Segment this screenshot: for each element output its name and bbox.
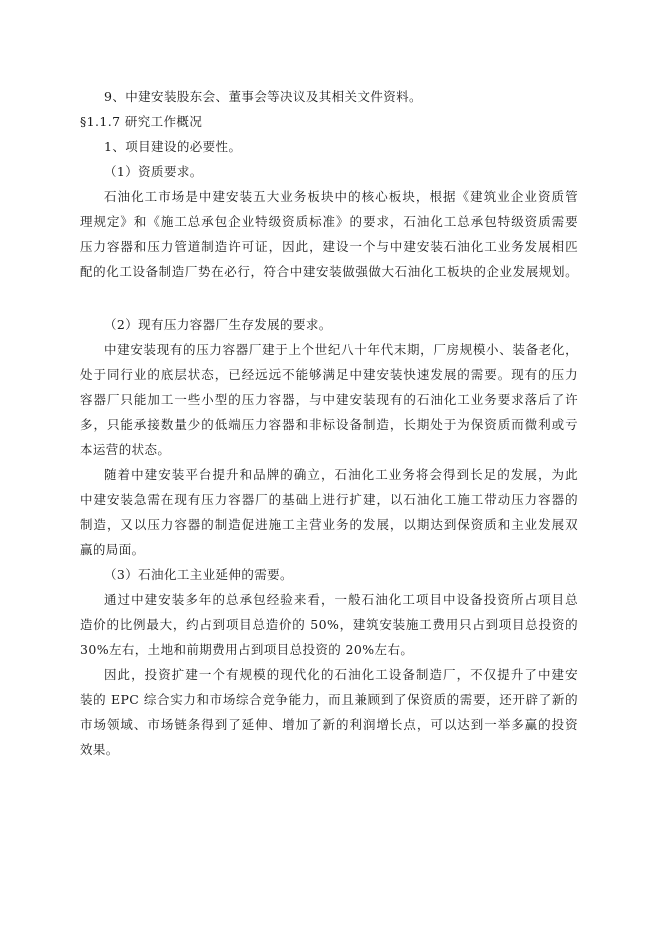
- paragraph-line: 30%左右，土地和前期费用占到项目总投资的 20%左右。: [80, 642, 414, 657]
- point-2-heading: （2）现有压力容器厂生存发展的要求。: [104, 317, 332, 332]
- paragraph-line: 装的 EPC 综合实力和市场综合竞争能力，而且兼顾到了保资质的需要，还开辟了新的: [80, 692, 578, 707]
- paragraph-line: 因此，投资扩建一个有规模的现代化的石油化工设备制造厂，不仅提升了中建安: [104, 667, 578, 682]
- paragraph-line: 配的化工设备制造厂势在必行，符合中建安装做强做大石油化工板块的企业发展规划。: [80, 264, 578, 279]
- paragraph-line: 制造，又以压力容器的制造促进施工主营业务的发展，以期达到保资质和主业发展双: [80, 517, 578, 532]
- paragraph-line: 赢的局面。: [80, 542, 145, 557]
- paragraph-line: 理规定》和《施工总承包企业特级资质标准》的要求，石油化工总承包特级资质需要: [80, 214, 578, 229]
- paragraph-line: 中建安装现有的压力容器厂建于上个世纪八十年代末期，厂房规模小、装备老化，: [104, 342, 578, 357]
- subheading-project-necessity: 1、项目建设的必要性。: [104, 139, 242, 154]
- paragraph-line: 容器厂只能加工一些小型的压力容器，与中建安装现有的石油化工业务要求落后了许: [80, 392, 578, 407]
- paragraph-line: 随着中建安装平台提升和品牌的确立，石油化工业务将会得到长足的发展，为此: [104, 467, 578, 482]
- paragraph-line: 石油化工市场是中建安装五大业务板块中的核心板块，根据《建筑业企业资质管: [104, 189, 578, 204]
- paragraph-line: 本运营的状态。: [80, 442, 171, 457]
- list-item-9: 9、中建安装股东会、董事会等决议及其相关文件资料。: [104, 89, 422, 104]
- section-heading: §1.1.7 研究工作概况: [80, 114, 203, 129]
- paragraph-line: 多，只能承接数量少的低端压力容器和非标设备制造，长期处于为保资质而微利或亏: [80, 417, 578, 432]
- paragraph-line: 压力容器和压力管道制造许可证，因此，建设一个与中建安装石油化工业务发展相匹: [80, 239, 578, 254]
- paragraph-line: 处于同行业的底层状态，已经远远不能够满足中建安装快速发展的需要。现有的压力: [80, 367, 578, 382]
- paragraph-line: 造价的比例最大，约占到项目总造价的 50%，建筑安装施工费用只占到项目总投资的: [80, 617, 578, 632]
- paragraph-line: 效果。: [80, 742, 119, 757]
- point-1-heading: （1）资质要求。: [104, 164, 203, 179]
- paragraph-line: 通过中建安装多年的总承包经验来看，一般石油化工项目中设备投资所占项目总: [104, 592, 578, 607]
- paragraph-line: 中建安装急需在现有压力容器厂的基础上进行扩建，以石油化工施工带动压力容器的: [80, 492, 578, 507]
- point-3-heading: （3）石油化工主业延伸的需要。: [104, 567, 293, 582]
- paragraph-line: 市场领域、市场链条得到了延伸、增加了新的利润增长点，可以达到一举多赢的投资: [80, 717, 578, 732]
